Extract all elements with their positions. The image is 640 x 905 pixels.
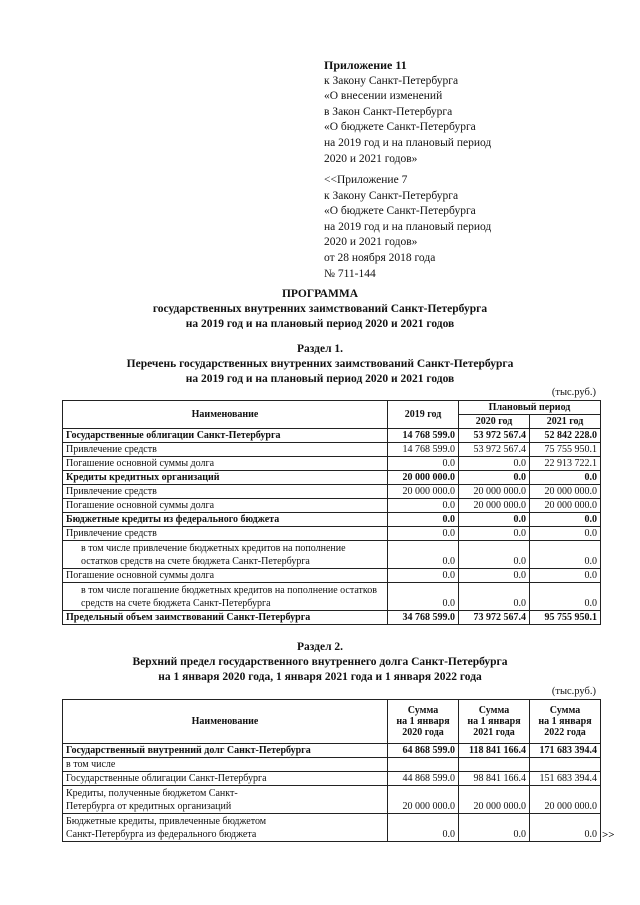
appendix-7-line: от 28 ноября 2018 года: [324, 251, 436, 264]
col-header-2020: [388, 700, 459, 744]
row-name: Предельный объем заимствований Санкт-Петербурга: [63, 611, 388, 625]
appendix-7-header: [324, 173, 491, 282]
value-2021: 20 000 000.0: [530, 499, 601, 513]
value-2020: 53 972 567.4: [459, 443, 530, 457]
table-row: [63, 485, 601, 499]
value-2022: 20 000 000.0: [530, 786, 601, 814]
value-2020: [388, 758, 459, 772]
value-2019: 14 768 599.0: [388, 429, 459, 443]
appendix-11-line: «О внесении изменений: [324, 90, 443, 103]
row-name: в том числе привлечение бюджетных кредитов на пополнение остатков средств на счете бюджета Санкт-Петербурга: [63, 541, 388, 569]
borrowings-table: [62, 400, 601, 625]
row-name: в том числе: [63, 758, 388, 772]
row-name: Бюджетные кредиты из федерального бюджета: [63, 513, 388, 527]
section-2-heading: [0, 640, 640, 685]
program-subtitle: на 2019 год и на плановый период 2020 и 2021 годов: [185, 318, 455, 330]
header-line: 2020 года: [402, 727, 444, 738]
value-2021: 0.0: [530, 513, 601, 527]
value-2020: 0.0: [459, 471, 530, 485]
row-name: Погашение основной суммы долга: [63, 569, 388, 583]
col-header-2021: [459, 700, 530, 744]
row-name: Привлечение средств: [63, 527, 388, 541]
value-2019: 20 000 000.0: [388, 471, 459, 485]
row-name: Погашение основной суммы долга: [63, 457, 388, 471]
header-line: на 1 января: [396, 716, 450, 727]
col-header-name: Наименование: [63, 700, 388, 744]
value-2020: 73 972 567.4: [459, 611, 530, 625]
value-2020: 0.0: [459, 513, 530, 527]
value-2019: 14 768 599.0: [388, 443, 459, 457]
value-2020: 0.0: [388, 814, 459, 842]
value-2021: [459, 758, 530, 772]
table-row: [63, 583, 601, 611]
section-1-title: Раздел 1.: [296, 343, 344, 355]
header-line: Сумма: [549, 705, 581, 716]
appendix-11-line: на 2019 год и на плановый период: [324, 136, 492, 149]
appendix-11-line: 2020 и 2021 годов»: [324, 152, 418, 165]
appendix-11-title: Приложение 11: [324, 58, 407, 72]
row-name: Бюджетные кредиты, привлеченные бюджетом Санкт-Петербурга из федерального бюджета: [63, 814, 388, 842]
row-name: Привлечение средств: [63, 485, 388, 499]
section-2-title: Раздел 2.: [296, 641, 344, 653]
value-2021: 0.0: [530, 583, 601, 611]
value-2019: 0.0: [388, 513, 459, 527]
value-2019: 0.0: [388, 457, 459, 471]
value-2021: 22 913 722.1: [530, 457, 601, 471]
value-2021: 0.0: [459, 814, 530, 842]
table-row: [63, 744, 601, 758]
row-name: Погашение основной суммы долга: [63, 499, 388, 513]
header-line: Сумма: [478, 705, 510, 716]
program-title: ПРОГРАММА: [281, 288, 359, 300]
value-2020: 44 868 599.0: [388, 772, 459, 786]
closing-quote-mark: >>: [602, 829, 615, 841]
section-1-subtitle: на 2019 год и на плановый период 2020 и 2021 годов: [185, 373, 455, 385]
appendix-7-line: к Закону Санкт-Петербурга: [324, 189, 459, 202]
value-2021: 20 000 000.0: [459, 786, 530, 814]
col-header-2022: [530, 700, 601, 744]
appendix-11-header: [324, 58, 491, 167]
section-2-units: (тыс.руб.): [551, 686, 596, 697]
header-line: на 1 января: [467, 716, 521, 727]
program-subtitle: государственных внутренних заимствований Санкт-Петербурга: [152, 303, 488, 315]
value-2020: 20 000 000.0: [459, 485, 530, 499]
value-2021: 0.0: [530, 569, 601, 583]
value-2021: 118 841 166.4: [459, 744, 530, 758]
table-row: [63, 786, 601, 814]
col-header-2021: 2021 год: [530, 415, 601, 429]
appendix-7-line: «О бюджете Санкт-Петербурга: [324, 205, 476, 218]
table-row: [63, 471, 601, 485]
value-2019: 0.0: [388, 583, 459, 611]
table-row: [63, 513, 601, 527]
col-header-2019: 2019 год: [388, 401, 459, 429]
value-2019: 20 000 000.0: [388, 485, 459, 499]
row-name: Кредиты, полученные бюджетом Санкт-Петербурга от кредитных организаций: [63, 786, 388, 814]
value-2019: 0.0: [388, 499, 459, 513]
table-row: [63, 429, 601, 443]
value-2020: 53 972 567.4: [459, 429, 530, 443]
table-row: [63, 569, 601, 583]
row-name: Государственные облигации Санкт-Петербурга: [63, 429, 388, 443]
value-2021: 0.0: [530, 527, 601, 541]
header-line: на 1 января: [538, 716, 592, 727]
value-2020: 0.0: [459, 527, 530, 541]
value-2021: 95 755 950.1: [530, 611, 601, 625]
value-2021: 98 841 166.4: [459, 772, 530, 786]
section-2-subtitle: на 1 января 2020 года, 1 января 2021 года и 1 января 2022 года: [158, 671, 482, 683]
value-2021: 0.0: [530, 471, 601, 485]
value-2020: 20 000 000.0: [459, 499, 530, 513]
value-2021: 0.0: [530, 541, 601, 569]
value-2022: 0.0: [530, 814, 601, 842]
row-name: в том числе погашение бюджетных кредитов на пополнение остатков средств на счете бюджета Санкт-Петербурга: [63, 583, 388, 611]
value-2021: 20 000 000.0: [530, 485, 601, 499]
value-2022: 151 683 394.4: [530, 772, 601, 786]
value-2021: 52 842 228.0: [530, 429, 601, 443]
appendix-7-line: на 2019 год и на плановый период: [324, 220, 492, 233]
program-heading: [0, 287, 640, 332]
value-2020: 0.0: [459, 583, 530, 611]
section-1-subtitle: Перечень государственных внутренних заимствований Санкт-Петербурга: [126, 358, 514, 370]
section-1-units: (тыс.руб.): [551, 387, 596, 398]
value-2022: [530, 758, 601, 772]
value-2021: 75 755 950.1: [530, 443, 601, 457]
table-row: [63, 772, 601, 786]
table-row: [63, 758, 601, 772]
col-header-planned: Плановый период: [459, 401, 601, 415]
table-row: [63, 814, 601, 842]
appendix-11-line: в Закон Санкт-Петербурга: [324, 105, 453, 118]
table-row: [63, 443, 601, 457]
appendix-11-line: «О бюджете Санкт-Петербурга: [324, 121, 476, 134]
value-2020: 20 000 000.0: [388, 786, 459, 814]
row-name: Привлечение средств: [63, 443, 388, 457]
value-2020: 0.0: [459, 541, 530, 569]
appendix-7-line: № 711-144: [324, 267, 376, 280]
row-name: Кредиты кредитных организаций: [63, 471, 388, 485]
header-line: 2021 года: [473, 727, 515, 738]
value-2019: 0.0: [388, 569, 459, 583]
appendix-11-line: к Закону Санкт-Петербурга: [324, 74, 459, 87]
value-2019: 0.0: [388, 541, 459, 569]
header-line: Сумма: [407, 705, 439, 716]
table-row: [63, 499, 601, 513]
appendix-7-line: 2020 и 2021 годов»: [324, 236, 418, 249]
row-name: Государственные облигации Санкт-Петербурга: [63, 772, 388, 786]
table-row: [63, 527, 601, 541]
header-line: 2022 года: [544, 727, 586, 738]
row-name: Государственный внутренний долг Санкт-Петербурга: [63, 744, 388, 758]
section-2-subtitle: Верхний предел государственного внутреннего долга Санкт-Петербурга: [132, 656, 508, 668]
value-2019: 0.0: [388, 527, 459, 541]
value-2022: 171 683 394.4: [530, 744, 601, 758]
appendix-7-line: <<Приложение 7: [324, 174, 408, 186]
section-1-heading: [0, 342, 640, 387]
value-2020: 0.0: [459, 457, 530, 471]
table-row: [63, 611, 601, 625]
table-row: [63, 457, 601, 471]
value-2019: 34 768 599.0: [388, 611, 459, 625]
value-2020: 0.0: [459, 569, 530, 583]
debt-limit-table: [62, 699, 601, 842]
col-header-name: Наименование: [63, 401, 388, 429]
col-header-2020: 2020 год: [459, 415, 530, 429]
value-2020: 64 868 599.0: [388, 744, 459, 758]
table-row: [63, 541, 601, 569]
